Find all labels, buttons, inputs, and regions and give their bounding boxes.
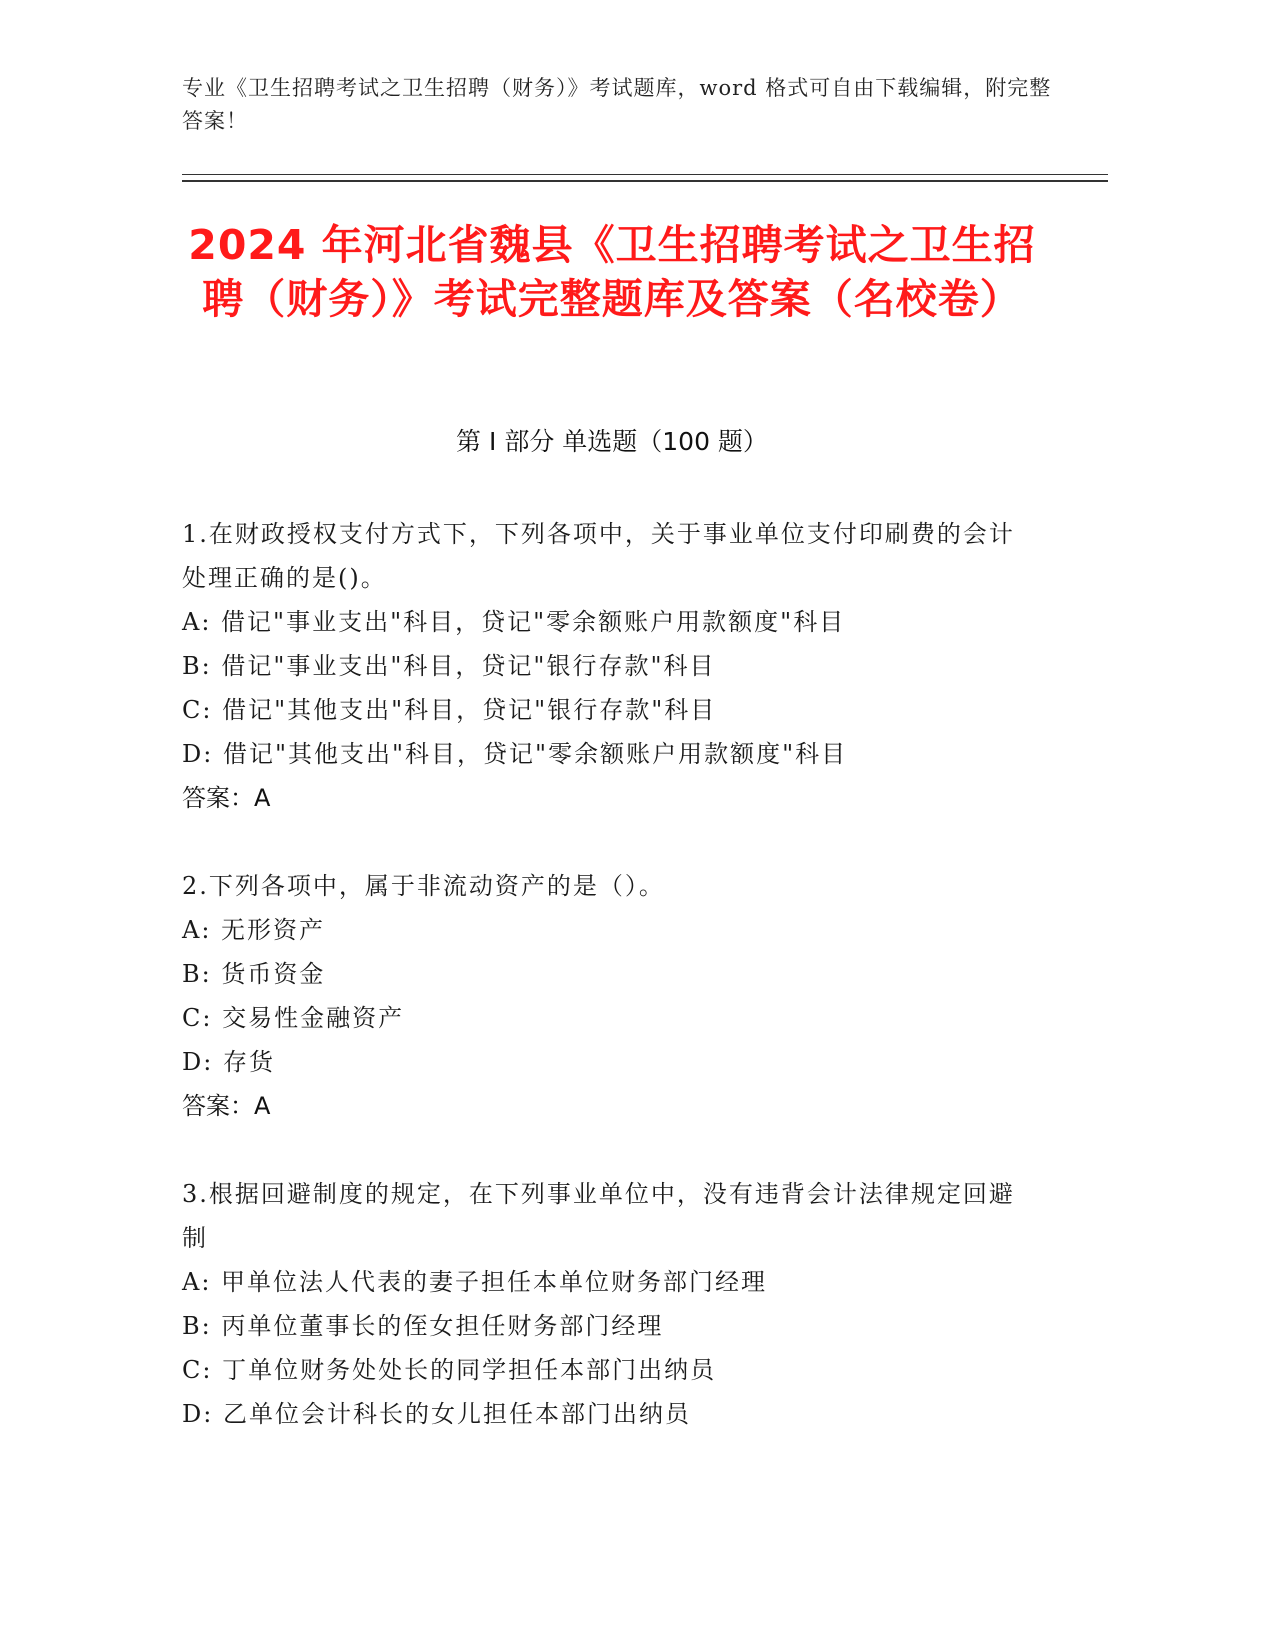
option-c: C: 借记"其他支出"科目，贷记"银行存款"科目 — [182, 696, 717, 724]
option-d: D: 存货 — [182, 1048, 275, 1076]
option-d: D: 借记"其他支出"科目，贷记"零余额账户用款额度"科目 — [182, 740, 848, 768]
option-b: B: 丙单位董事长的侄女担任财务部门经理 — [182, 1312, 664, 1340]
answer: 答案：A — [182, 1092, 271, 1120]
question-2 — [182, 864, 1062, 1128]
header-divider-top — [182, 174, 1108, 175]
option-d: D: 乙单位会计科长的女儿担任本部门出纳员 — [182, 1400, 691, 1428]
header-divider-bottom — [182, 180, 1108, 182]
option-c: C: 交易性金融资产 — [182, 1004, 405, 1032]
document-title: 2024 年河北省魏县《卫生招聘考试之卫生招聘（财务）》考试完整题库及答案（名校卷） — [188, 221, 1036, 323]
answer: 答案：A — [182, 784, 271, 812]
question-stem: 1.在财政授权支付方式下，下列各项中，关于事业单位支付印刷费的会计处理正确的是()。 — [182, 520, 1015, 592]
option-a: A: 无形资产 — [182, 916, 326, 944]
question-list — [182, 512, 1062, 1480]
header-note: 专业《卫生招聘考试之卫生招聘（财务）》考试题库，word 格式可自由下载编辑，附完整答案！ — [182, 76, 1052, 133]
question-stem: 2.下列各项中，属于非流动资产的是（）。 — [182, 872, 665, 900]
option-c: C: 丁单位财务处处长的同学担任本部门出纳员 — [182, 1356, 717, 1384]
option-b: B: 货币资金 — [182, 960, 326, 988]
option-b: B: 借记"事业支出"科目，贷记"银行存款"科目 — [182, 652, 716, 680]
question-stem: 3.根据回避制度的规定，在下列事业单位中，没有违背会计法律规定回避制 — [182, 1180, 1015, 1252]
question-3 — [182, 1172, 1062, 1436]
option-a: A: 甲单位法人代表的妻子担任本单位财务部门经理 — [182, 1268, 768, 1296]
section-heading: 第 I 部分 单选题（100 题） — [456, 427, 768, 456]
option-a: A: 借记"事业支出"科目，贷记"零余额账户用款额度"科目 — [182, 608, 846, 636]
question-1 — [182, 512, 1062, 820]
